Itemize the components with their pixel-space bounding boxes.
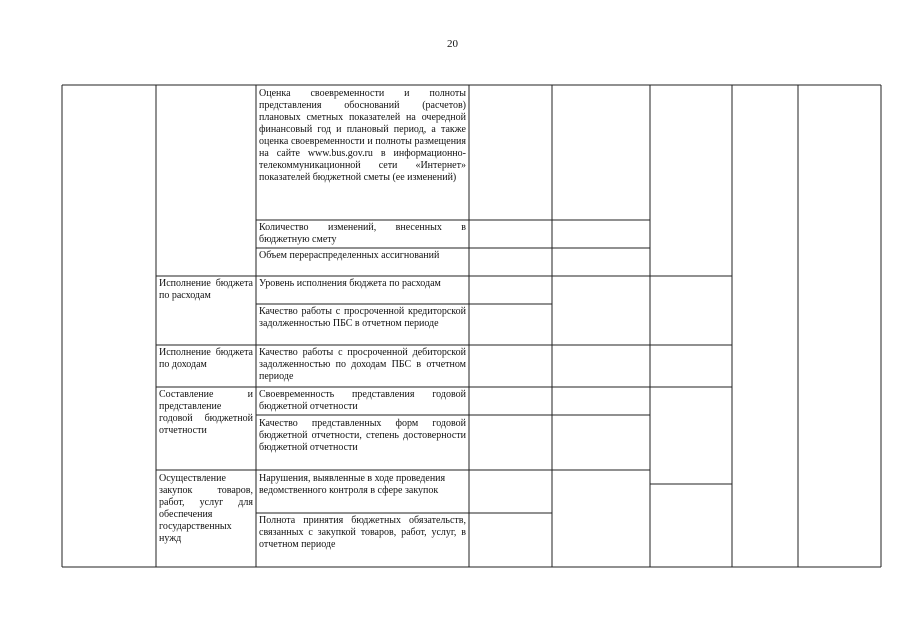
criterion-overdue-payables: Качество работы с просроченной кредиторской задолженностью ПБС в отчетном периоде [259, 306, 466, 329]
criterion-reporting-quality: Качество представленных форм годовой бюджетной отчетности, степень достоверности бюджетной отчетности [259, 418, 466, 453]
criterion-procurement-violations: Нарушения, выявленные в ходе проведения ведомственного контроля в сфере закупок [259, 473, 446, 496]
criterion-estimate-changes-count: Количество изменений, внесенных в бюджетную смету [259, 222, 466, 245]
group-name-annual-reporting: Составление и представление годовой бюджетной отчетности [159, 389, 253, 436]
criterion-reallocated-volume: Объем перераспределенных ассигнований [259, 250, 440, 261]
criterion-estimate-timeliness: Оценка своевременности и полноты представления обоснований (расчетов) плановых сметных показателей на очередной финансовый год и плановый период, а также оценка своевременности и полноты размещения на сайте www.bus.gov.ru в информационно-телекоммуникационной сети «Интернет» показателей бюджетной сметы (ее изменений) [259, 88, 466, 183]
criterion-reporting-timeliness: Своевременность представления годовой бюджетной отчетности [259, 389, 466, 412]
group-name-procurement: Осуществление закупок товаров, работ, услуг для обеспечения государственных нужд [159, 473, 253, 544]
group-name-revenues: Исполнение бюджета по доходам [159, 347, 253, 370]
criterion-expense-execution-level: Уровень исполнения бюджета по расходам [259, 278, 441, 289]
criterion-overdue-receivables: Качество работы с просроченной дебиторской задолженностью по доходам ПБС в отчетном периоде [259, 347, 466, 382]
criterion-obligations-completeness: Полнота принятия бюджетных обязательств, связанных с закупкой товаров, работ, услуг, в отчетном периоде [259, 515, 466, 550]
page-number: 20 [447, 38, 458, 50]
group-name-expenses: Исполнение бюджета по расходам [159, 278, 253, 301]
